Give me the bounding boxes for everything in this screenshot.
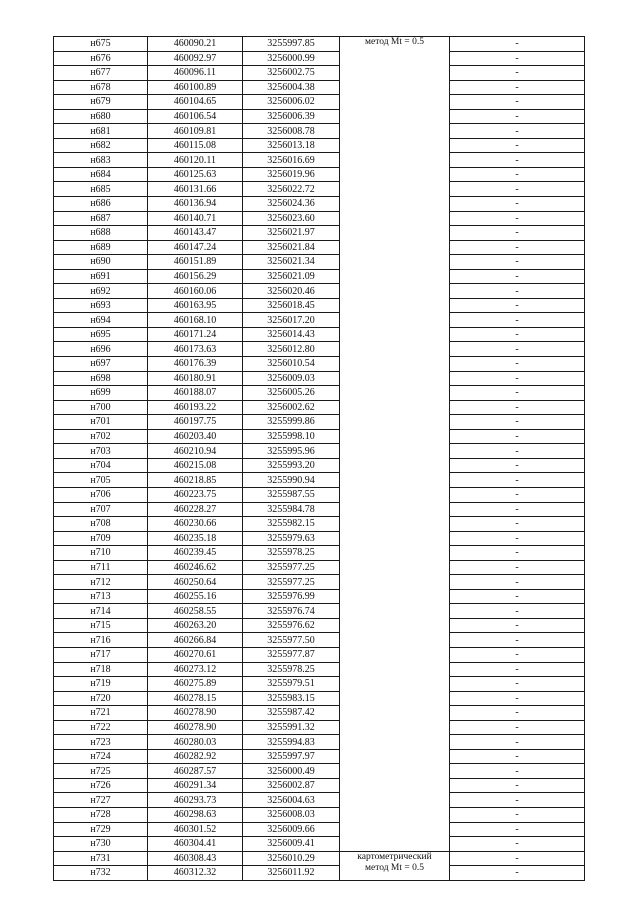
point-name-cell: н725 xyxy=(54,764,148,779)
note-dash-cell: - xyxy=(450,298,585,313)
x-coordinate-cell: 460293.73 xyxy=(148,793,243,808)
x-coordinate-cell: 460282.92 xyxy=(148,749,243,764)
table-row xyxy=(54,822,585,837)
note-dash-cell: - xyxy=(450,66,585,81)
x-coordinate-cell: 460215.08 xyxy=(148,458,243,473)
table-row xyxy=(54,677,585,692)
note-dash-cell: - xyxy=(450,284,585,299)
y-coordinate-cell: 3256012.80 xyxy=(243,342,340,357)
x-coordinate-cell: 460301.52 xyxy=(148,822,243,837)
x-coordinate-cell: 460250.64 xyxy=(148,575,243,590)
method-cell-bottom xyxy=(340,851,450,880)
y-coordinate-cell: 3255978.25 xyxy=(243,662,340,677)
point-name-cell: н676 xyxy=(54,51,148,66)
y-coordinate-cell: 3256009.66 xyxy=(243,822,340,837)
note-dash-cell: - xyxy=(450,95,585,110)
x-coordinate-cell: 460193.22 xyxy=(148,400,243,415)
point-name-cell: н689 xyxy=(54,240,148,255)
point-name-cell: н697 xyxy=(54,357,148,372)
note-dash-cell: - xyxy=(450,109,585,124)
x-coordinate-cell: 460100.89 xyxy=(148,80,243,95)
y-coordinate-cell: 3255977.25 xyxy=(243,575,340,590)
table-row xyxy=(54,531,585,546)
point-name-cell: н693 xyxy=(54,298,148,313)
table-row xyxy=(54,284,585,299)
x-coordinate-cell: 460147.24 xyxy=(148,240,243,255)
method-text-line1: картометрический xyxy=(357,851,432,862)
note-dash-cell: - xyxy=(450,487,585,502)
point-name-cell: н730 xyxy=(54,837,148,852)
x-coordinate-cell: 460136.94 xyxy=(148,197,243,212)
table-row xyxy=(54,502,585,517)
point-name-cell: н707 xyxy=(54,502,148,517)
x-coordinate-cell: 460125.63 xyxy=(148,167,243,182)
point-name-cell: н708 xyxy=(54,517,148,532)
x-coordinate-cell: 460151.89 xyxy=(148,255,243,270)
point-name-cell: н711 xyxy=(54,560,148,575)
y-coordinate-cell: 3255976.74 xyxy=(243,604,340,619)
coordinates-table-body xyxy=(54,37,585,881)
note-dash-cell: - xyxy=(450,342,585,357)
table-row xyxy=(54,487,585,502)
x-coordinate-cell: 460218.85 xyxy=(148,473,243,488)
y-coordinate-cell: 3256022.72 xyxy=(243,182,340,197)
table-row xyxy=(54,633,585,648)
point-name-cell: н692 xyxy=(54,284,148,299)
table-row xyxy=(54,415,585,430)
y-coordinate-cell: 3255984.78 xyxy=(243,502,340,517)
x-coordinate-cell: 460308.43 xyxy=(148,851,243,866)
y-coordinate-cell: 3256002.62 xyxy=(243,400,340,415)
y-coordinate-cell: 3255994.83 xyxy=(243,735,340,750)
table-row xyxy=(54,138,585,153)
table-row xyxy=(54,327,585,342)
table-row xyxy=(54,807,585,822)
point-name-cell: н699 xyxy=(54,386,148,401)
note-dash-cell: - xyxy=(450,255,585,270)
point-name-cell: н715 xyxy=(54,618,148,633)
table-row xyxy=(54,51,585,66)
table-row xyxy=(54,647,585,662)
note-dash-cell: - xyxy=(450,211,585,226)
point-name-cell: н683 xyxy=(54,153,148,168)
table-row xyxy=(54,342,585,357)
note-dash-cell: - xyxy=(450,357,585,372)
note-dash-cell: - xyxy=(450,720,585,735)
note-dash-cell: - xyxy=(450,807,585,822)
point-name-cell: н696 xyxy=(54,342,148,357)
point-name-cell: н701 xyxy=(54,415,148,430)
point-name-cell: н677 xyxy=(54,66,148,81)
note-dash-cell: - xyxy=(450,822,585,837)
table-row xyxy=(54,298,585,313)
point-name-cell: н729 xyxy=(54,822,148,837)
point-name-cell: н718 xyxy=(54,662,148,677)
x-coordinate-cell: 460092.97 xyxy=(148,51,243,66)
y-coordinate-cell: 3255999.86 xyxy=(243,415,340,430)
note-dash-cell: - xyxy=(450,662,585,677)
note-dash-cell: - xyxy=(450,851,585,866)
table-row xyxy=(54,197,585,212)
method-text-line2: метод Mt = 0.5 xyxy=(364,862,424,873)
y-coordinate-cell: 3255993.20 xyxy=(243,458,340,473)
point-name-cell: н680 xyxy=(54,109,148,124)
table-row xyxy=(54,735,585,750)
table-row xyxy=(54,444,585,459)
y-coordinate-cell: 3256010.29 xyxy=(243,851,340,866)
y-coordinate-cell: 3255987.42 xyxy=(243,706,340,721)
x-coordinate-cell: 460291.34 xyxy=(148,778,243,793)
note-dash-cell: - xyxy=(450,240,585,255)
note-dash-cell: - xyxy=(450,371,585,386)
x-coordinate-cell: 460298.63 xyxy=(148,807,243,822)
y-coordinate-cell: 3256020.46 xyxy=(243,284,340,299)
table-row xyxy=(54,560,585,575)
point-name-cell: н728 xyxy=(54,807,148,822)
x-coordinate-cell: 460096.11 xyxy=(148,66,243,81)
x-coordinate-cell: 460258.55 xyxy=(148,604,243,619)
y-coordinate-cell: 3256021.09 xyxy=(243,269,340,284)
point-name-cell: н709 xyxy=(54,531,148,546)
x-coordinate-cell: 460197.75 xyxy=(148,415,243,430)
x-coordinate-cell: 460160.06 xyxy=(148,284,243,299)
table-row xyxy=(54,749,585,764)
y-coordinate-cell: 3256014.43 xyxy=(243,327,340,342)
y-coordinate-cell: 3255990.94 xyxy=(243,473,340,488)
x-coordinate-cell: 460109.81 xyxy=(148,124,243,139)
x-coordinate-cell: 460090.21 xyxy=(148,37,243,52)
method-text: метод Mt = 0.5 xyxy=(364,37,424,47)
x-coordinate-cell: 460235.18 xyxy=(148,531,243,546)
point-name-cell: н690 xyxy=(54,255,148,270)
table-row xyxy=(54,546,585,561)
x-coordinate-cell: 460168.10 xyxy=(148,313,243,328)
note-dash-cell: - xyxy=(450,153,585,168)
note-dash-cell: - xyxy=(450,167,585,182)
point-name-cell: н686 xyxy=(54,197,148,212)
y-coordinate-cell: 3256009.41 xyxy=(243,837,340,852)
note-dash-cell: - xyxy=(450,691,585,706)
y-coordinate-cell: 3255978.25 xyxy=(243,546,340,561)
point-name-cell: н712 xyxy=(54,575,148,590)
note-dash-cell: - xyxy=(450,546,585,561)
table-row xyxy=(54,866,585,881)
note-dash-cell: - xyxy=(450,400,585,415)
table-row xyxy=(54,371,585,386)
point-name-cell: н710 xyxy=(54,546,148,561)
x-coordinate-cell: 460239.45 xyxy=(148,546,243,561)
table-row xyxy=(54,851,585,866)
note-dash-cell: - xyxy=(450,793,585,808)
y-coordinate-cell: 3256024.36 xyxy=(243,197,340,212)
y-coordinate-cell: 3255983.15 xyxy=(243,691,340,706)
table-row xyxy=(54,255,585,270)
note-dash-cell: - xyxy=(450,575,585,590)
table-row xyxy=(54,109,585,124)
point-name-cell: н732 xyxy=(54,866,148,881)
x-coordinate-cell: 460246.62 xyxy=(148,560,243,575)
table-row xyxy=(54,240,585,255)
y-coordinate-cell: 3255995.96 xyxy=(243,444,340,459)
x-coordinate-cell: 460304.41 xyxy=(148,837,243,852)
point-name-cell: н714 xyxy=(54,604,148,619)
point-name-cell: н679 xyxy=(54,95,148,110)
point-name-cell: н704 xyxy=(54,458,148,473)
method-cell xyxy=(340,37,450,852)
y-coordinate-cell: 3255979.63 xyxy=(243,531,340,546)
note-dash-cell: - xyxy=(450,778,585,793)
x-coordinate-cell: 460131.66 xyxy=(148,182,243,197)
note-dash-cell: - xyxy=(450,517,585,532)
y-coordinate-cell: 3255977.25 xyxy=(243,560,340,575)
y-coordinate-cell: 3256023.60 xyxy=(243,211,340,226)
y-coordinate-cell: 3256017.20 xyxy=(243,313,340,328)
table-row xyxy=(54,589,585,604)
note-dash-cell: - xyxy=(450,706,585,721)
note-dash-cell: - xyxy=(450,502,585,517)
table-row xyxy=(54,458,585,473)
y-coordinate-cell: 3256000.49 xyxy=(243,764,340,779)
y-coordinate-cell: 3256002.87 xyxy=(243,778,340,793)
y-coordinate-cell: 3256004.38 xyxy=(243,80,340,95)
note-dash-cell: - xyxy=(450,618,585,633)
x-coordinate-cell: 460255.16 xyxy=(148,589,243,604)
note-dash-cell: - xyxy=(450,473,585,488)
note-dash-cell: - xyxy=(450,837,585,852)
x-coordinate-cell: 460266.84 xyxy=(148,633,243,648)
point-name-cell: н685 xyxy=(54,182,148,197)
note-dash-cell: - xyxy=(450,735,585,750)
x-coordinate-cell: 460120.11 xyxy=(148,153,243,168)
table-row xyxy=(54,182,585,197)
point-name-cell: н719 xyxy=(54,677,148,692)
table-row xyxy=(54,691,585,706)
table-row xyxy=(54,211,585,226)
x-coordinate-cell: 460156.29 xyxy=(148,269,243,284)
table-row xyxy=(54,662,585,677)
point-name-cell: н706 xyxy=(54,487,148,502)
x-coordinate-cell: 460312.32 xyxy=(148,866,243,881)
point-name-cell: н687 xyxy=(54,211,148,226)
note-dash-cell: - xyxy=(450,327,585,342)
table-row xyxy=(54,429,585,444)
note-dash-cell: - xyxy=(450,124,585,139)
note-dash-cell: - xyxy=(450,560,585,575)
table-row xyxy=(54,764,585,779)
point-name-cell: н682 xyxy=(54,138,148,153)
x-coordinate-cell: 460278.90 xyxy=(148,706,243,721)
y-coordinate-cell: 3256013.18 xyxy=(243,138,340,153)
note-dash-cell: - xyxy=(450,458,585,473)
x-coordinate-cell: 460230.66 xyxy=(148,517,243,532)
point-name-cell: н726 xyxy=(54,778,148,793)
note-dash-cell: - xyxy=(450,51,585,66)
point-name-cell: н678 xyxy=(54,80,148,95)
table-row xyxy=(54,837,585,852)
y-coordinate-cell: 3255997.85 xyxy=(243,37,340,52)
note-dash-cell: - xyxy=(450,386,585,401)
note-dash-cell: - xyxy=(450,764,585,779)
note-dash-cell: - xyxy=(450,444,585,459)
table-row xyxy=(54,793,585,808)
x-coordinate-cell: 460228.27 xyxy=(148,502,243,517)
point-name-cell: н688 xyxy=(54,226,148,241)
note-dash-cell: - xyxy=(450,37,585,52)
y-coordinate-cell: 3255991.32 xyxy=(243,720,340,735)
point-name-cell: н721 xyxy=(54,706,148,721)
point-name-cell: н684 xyxy=(54,167,148,182)
x-coordinate-cell: 460140.71 xyxy=(148,211,243,226)
y-coordinate-cell: 3256019.96 xyxy=(243,167,340,182)
table-row xyxy=(54,618,585,633)
point-name-cell: н681 xyxy=(54,124,148,139)
y-coordinate-cell: 3256005.26 xyxy=(243,386,340,401)
table-row xyxy=(54,473,585,488)
note-dash-cell: - xyxy=(450,531,585,546)
table-row xyxy=(54,604,585,619)
y-coordinate-cell: 3256021.97 xyxy=(243,226,340,241)
x-coordinate-cell: 460275.89 xyxy=(148,677,243,692)
coordinates-table xyxy=(53,36,585,881)
table-row xyxy=(54,153,585,168)
x-coordinate-cell: 460287.57 xyxy=(148,764,243,779)
note-dash-cell: - xyxy=(450,647,585,662)
note-dash-cell: - xyxy=(450,80,585,95)
point-name-cell: н731 xyxy=(54,851,148,866)
y-coordinate-cell: 3256009.03 xyxy=(243,371,340,386)
note-dash-cell: - xyxy=(450,197,585,212)
table-row xyxy=(54,66,585,81)
point-name-cell: н695 xyxy=(54,327,148,342)
point-name-cell: н702 xyxy=(54,429,148,444)
x-coordinate-cell: 460106.54 xyxy=(148,109,243,124)
y-coordinate-cell: 3256021.84 xyxy=(243,240,340,255)
y-coordinate-cell: 3256006.02 xyxy=(243,95,340,110)
point-name-cell: н727 xyxy=(54,793,148,808)
x-coordinate-cell: 460280.03 xyxy=(148,735,243,750)
table-row xyxy=(54,95,585,110)
table-row xyxy=(54,124,585,139)
x-coordinate-cell: 460210.94 xyxy=(148,444,243,459)
y-coordinate-cell: 3256021.34 xyxy=(243,255,340,270)
point-name-cell: н691 xyxy=(54,269,148,284)
y-coordinate-cell: 3256000.99 xyxy=(243,51,340,66)
note-dash-cell: - xyxy=(450,866,585,881)
table-row xyxy=(54,400,585,415)
x-coordinate-cell: 460223.75 xyxy=(148,487,243,502)
table-row xyxy=(54,269,585,284)
x-coordinate-cell: 460176.39 xyxy=(148,357,243,372)
table-row xyxy=(54,37,585,52)
x-coordinate-cell: 460180.91 xyxy=(148,371,243,386)
table-row xyxy=(54,720,585,735)
y-coordinate-cell: 3255977.50 xyxy=(243,633,340,648)
note-dash-cell: - xyxy=(450,677,585,692)
y-coordinate-cell: 3256011.92 xyxy=(243,866,340,881)
x-coordinate-cell: 460188.07 xyxy=(148,386,243,401)
table-row xyxy=(54,357,585,372)
y-coordinate-cell: 3256010.54 xyxy=(243,357,340,372)
point-name-cell: н675 xyxy=(54,37,148,52)
point-name-cell: н717 xyxy=(54,647,148,662)
note-dash-cell: - xyxy=(450,429,585,444)
y-coordinate-cell: 3255982.15 xyxy=(243,517,340,532)
note-dash-cell: - xyxy=(450,313,585,328)
table-row xyxy=(54,80,585,95)
y-coordinate-cell: 3256016.69 xyxy=(243,153,340,168)
x-coordinate-cell: 460278.90 xyxy=(148,720,243,735)
x-coordinate-cell: 460273.12 xyxy=(148,662,243,677)
x-coordinate-cell: 460263.20 xyxy=(148,618,243,633)
x-coordinate-cell: 460270.61 xyxy=(148,647,243,662)
table-row xyxy=(54,313,585,328)
y-coordinate-cell: 3255998.10 xyxy=(243,429,340,444)
point-name-cell: н703 xyxy=(54,444,148,459)
x-coordinate-cell: 460104.65 xyxy=(148,95,243,110)
note-dash-cell: - xyxy=(450,589,585,604)
table-row xyxy=(54,226,585,241)
y-coordinate-cell: 3255976.62 xyxy=(243,618,340,633)
point-name-cell: н698 xyxy=(54,371,148,386)
x-coordinate-cell: 460278.15 xyxy=(148,691,243,706)
point-name-cell: н722 xyxy=(54,720,148,735)
x-coordinate-cell: 460163.95 xyxy=(148,298,243,313)
x-coordinate-cell: 460203.40 xyxy=(148,429,243,444)
y-coordinate-cell: 3255976.99 xyxy=(243,589,340,604)
y-coordinate-cell: 3255997.97 xyxy=(243,749,340,764)
note-dash-cell: - xyxy=(450,633,585,648)
table-row xyxy=(54,517,585,532)
y-coordinate-cell: 3256002.75 xyxy=(243,66,340,81)
y-coordinate-cell: 3255977.87 xyxy=(243,647,340,662)
y-coordinate-cell: 3256008.03 xyxy=(243,807,340,822)
table-row xyxy=(54,386,585,401)
point-name-cell: н713 xyxy=(54,589,148,604)
x-coordinate-cell: 460115.08 xyxy=(148,138,243,153)
note-dash-cell: - xyxy=(450,226,585,241)
x-coordinate-cell: 460143.47 xyxy=(148,226,243,241)
point-name-cell: н716 xyxy=(54,633,148,648)
point-name-cell: н700 xyxy=(54,400,148,415)
y-coordinate-cell: 3255987.55 xyxy=(243,487,340,502)
x-coordinate-cell: 460171.24 xyxy=(148,327,243,342)
table-row xyxy=(54,575,585,590)
table-row xyxy=(54,167,585,182)
y-coordinate-cell: 3256004.63 xyxy=(243,793,340,808)
point-name-cell: н705 xyxy=(54,473,148,488)
y-coordinate-cell: 3256006.39 xyxy=(243,109,340,124)
y-coordinate-cell: 3255979.51 xyxy=(243,677,340,692)
note-dash-cell: - xyxy=(450,415,585,430)
table-row xyxy=(54,706,585,721)
note-dash-cell: - xyxy=(450,182,585,197)
y-coordinate-cell: 3256018.45 xyxy=(243,298,340,313)
note-dash-cell: - xyxy=(450,749,585,764)
x-coordinate-cell: 460173.63 xyxy=(148,342,243,357)
note-dash-cell: - xyxy=(450,604,585,619)
note-dash-cell: - xyxy=(450,269,585,284)
point-name-cell: н720 xyxy=(54,691,148,706)
y-coordinate-cell: 3256008.78 xyxy=(243,124,340,139)
point-name-cell: н724 xyxy=(54,749,148,764)
note-dash-cell: - xyxy=(450,138,585,153)
point-name-cell: н723 xyxy=(54,735,148,750)
point-name-cell: н694 xyxy=(54,313,148,328)
table-row xyxy=(54,778,585,793)
